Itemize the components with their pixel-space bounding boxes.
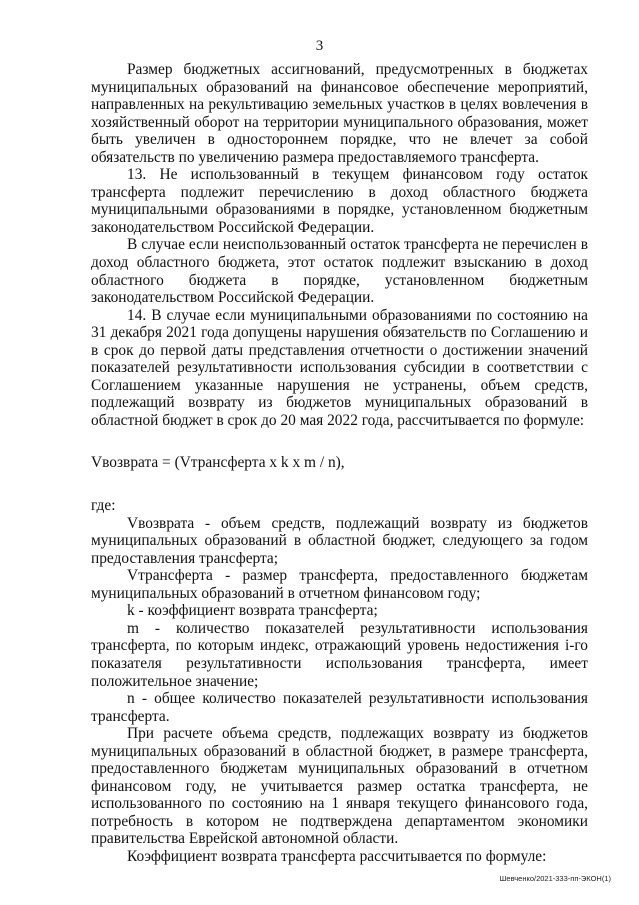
definition-k: k - коэффициент возврата трансферта; [127, 602, 378, 620]
paragraph-unspent-remainder: В случае если неиспользованный остаток трансферта не перечислен в доход областного бюджета, этот остаток подлежит взысканию в доход областного бюджета в порядке, установленном бюджетным законодательством Российской Федерации. [91, 236, 588, 307]
definition-v-transfer: Vтрансферта - размер трансферта, предоставленного бюджетам муниципальных образований в отчетном финансовом году; [91, 567, 588, 602]
page-number: 3 [315, 38, 324, 54]
paragraph-calculation-note: При расчете объема средств, подлежащих возврату из бюджетов муниципальных образований в областной бюджет, в размере трансферта, предоставленного бюджетам муниципальных образований в отчетном финансовом году, не учитывается размер остатка трансферта, не использованного по состоянию на 1 января текущего финансового года, потребность в котором не подтверждена департаментом экономики правительства Еврейской автономной области. [91, 725, 588, 848]
document-footer-code: Шевченко/2021-333-пп-ЭКОН(1) [499, 874, 611, 883]
definition-v-refund: Vвозврата - объем средств, подлежащий возврату из бюджетов муниципальных образований в областной бюджет, следующего за годом предоставления трансферта; [91, 514, 588, 567]
paragraph-item-13: 13. Не использованный в текущем финансовом году остаток трансферта подлежит перечислению в доход областного бюджета муниципальными образованиями в порядке, установленном бюджетным законодательством Российской Федерации. [91, 166, 588, 236]
paragraph-budget-allocations: Размер бюджетных ассигнований, предусмотренных в бюджетах муниципальных образований на финансовое обеспечение мероприятий, направленных на рекультивацию земельных участков в целях вовлечения в хозяйственный оборот на территории муниципального образования, может быть увеличен в одностороннем порядке, что не влечет за собой обязательств по увеличению размера предоставляемого трансферта. [91, 61, 588, 166]
refund-formula: Vвозврата = (Vтрансферта x k x m / n), [91, 454, 345, 472]
where-label: где: [91, 497, 116, 515]
definition-m: m - количество показателей результативности использования трансферта, по которым индекс, отражающий уровень недостижения i-го показателя результативности использования трансферта, имеет положительное значение; [91, 619, 588, 690]
document-body [91, 61, 588, 866]
definition-n: n - общее количество показателей результативности использования трансферта. [91, 690, 588, 725]
paragraph-coefficient-intro: Коэффициент возврата трансферта рассчитывается по формуле: [127, 847, 547, 865]
paragraph-item-14: 14. В случае если муниципальными образованиями по состоянию на 31 декабря 2021 года допущены нарушения обязательств по Соглашению и в срок до первой даты представления отчетности о достижении значений показателей результативности использования субсидии в соответствии с Соглашением указанные нарушения не устранены, объем средств, подлежащий возврату из бюджетов муниципальных образований в областной бюджет в срок до 20 мая 2022 года, рассчитывается по формуле: [91, 306, 588, 429]
